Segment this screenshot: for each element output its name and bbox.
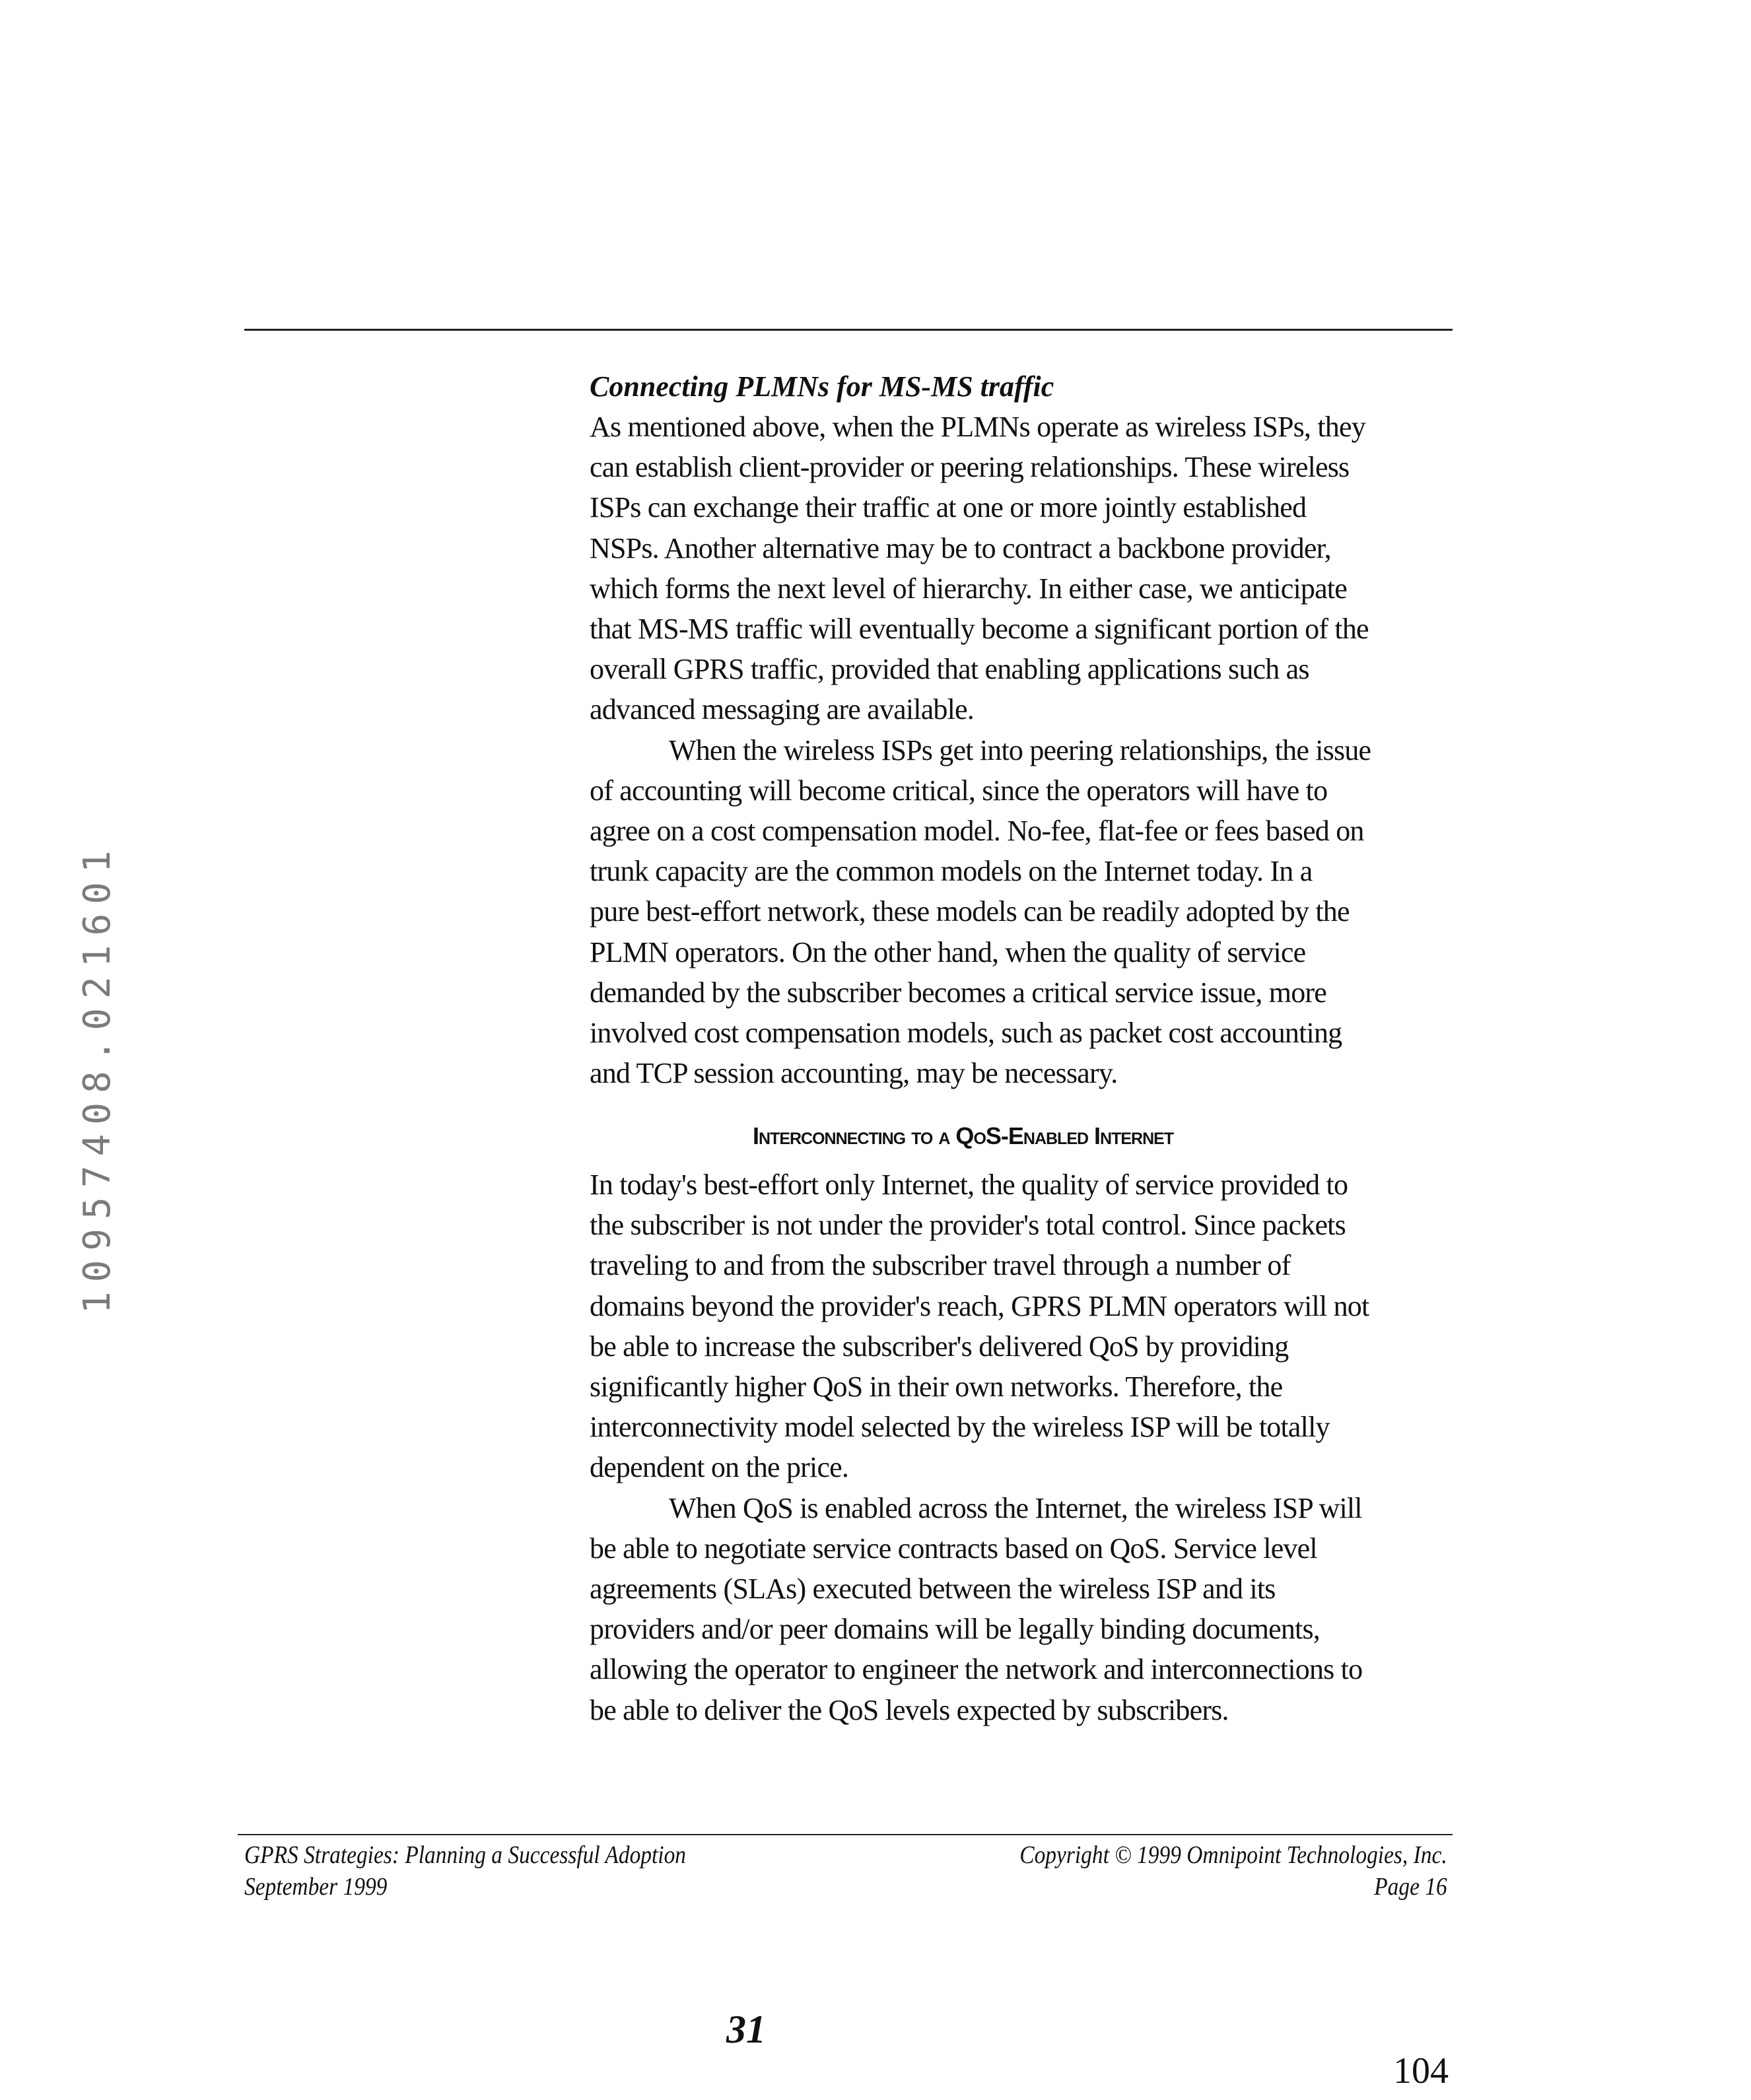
main-content-2 xyxy=(590,1165,1468,1730)
text-line: agree on a cost compensation model. No-fee, flat-fee or fees based on xyxy=(590,811,1468,851)
text-line: demanded by the subscriber becomes a critical service issue, more xyxy=(590,972,1468,1013)
text-line: that MS-MS traffic will eventually become a significant portion of the xyxy=(590,609,1468,649)
text-line: agreements (SLAs) executed between the wireless ISP and its xyxy=(590,1569,1468,1609)
text-line: and TCP session accounting, may be necessary. xyxy=(590,1053,1468,1093)
text-line: overall GPRS traffic, provided that enabling applications such as xyxy=(590,649,1468,689)
subsection-heading: Connecting PLMNs for MS-MS traffic xyxy=(590,367,1468,407)
text-line: NSPs. Another alternative may be to contract a backbone provider, xyxy=(590,528,1468,568)
text-line: advanced messaging are available. xyxy=(590,689,1468,729)
footer-rule xyxy=(238,1834,1453,1835)
text-line: ISPs can exchange their traffic at one or more jointly established xyxy=(590,487,1468,527)
text-line: PLMN operators. On the other hand, when the quality of service xyxy=(590,932,1468,972)
paragraph xyxy=(590,1488,1468,1730)
text-line: domains beyond the provider's reach, GPRS PLMN operators will not xyxy=(590,1286,1468,1326)
footer-date: September 1999 xyxy=(244,1871,686,1903)
text-line: traveling to and from the subscriber travel through a number of xyxy=(590,1245,1468,1285)
text-line: can establish client-provider or peering relationships. These wireless xyxy=(590,447,1468,487)
header-rule xyxy=(244,329,1453,331)
text-line: pure best-effort network, these models can be readily adopted by the xyxy=(590,891,1468,931)
text-line: As mentioned above, when the PLMNs operate as wireless ISPs, they xyxy=(590,407,1468,447)
footer-copyright: Copyright © 1999 Omnipoint Technologies, Inc. xyxy=(1020,1839,1447,1871)
handwritten-page-note: 104 xyxy=(1393,2050,1449,2092)
text-line: providers and/or peer domains will be legally binding documents, xyxy=(590,1609,1468,1649)
text-line: be able to deliver the QoS levels expected by subscribers. xyxy=(590,1690,1468,1730)
text-line: which forms the next level of hierarchy. In either case, we anticipate xyxy=(590,568,1468,609)
footer-right xyxy=(1020,1839,1447,1903)
text-line: allowing the operator to engineer the network and interconnections to xyxy=(590,1649,1468,1689)
text-line: involved cost compensation models, such as packet cost accounting xyxy=(590,1013,1468,1053)
paragraph xyxy=(590,730,1468,1094)
text-line: significantly higher QoS in their own networks. Therefore, the xyxy=(590,1367,1468,1407)
text-line: trunk capacity are the common models on the Internet today. In a xyxy=(590,851,1468,891)
handwritten-mark: 31 xyxy=(726,2007,766,2052)
footer-left xyxy=(244,1839,686,1903)
bates-stamp: 10957408.021601 xyxy=(76,841,119,1314)
text-line: When QoS is enabled across the Internet, the wireless ISP will xyxy=(590,1488,1468,1528)
main-content xyxy=(590,367,1468,1093)
text-line: be able to increase the subscriber's delivered QoS by providing xyxy=(590,1326,1468,1367)
paragraph xyxy=(590,407,1468,730)
text-line: the subscriber is not under the provider's total control. Since packets xyxy=(590,1205,1468,1245)
text-line: be able to negotiate service contracts based on QoS. Service level xyxy=(590,1528,1468,1569)
text-line: dependent on the price. xyxy=(590,1447,1468,1487)
section-heading: Interconnecting to a QoS-Enabled Internet xyxy=(753,1122,1173,1150)
text-line: When the wireless ISPs get into peering relationships, the issue xyxy=(590,730,1468,770)
text-line: interconnectivity model selected by the wireless ISP will be totally xyxy=(590,1407,1468,1447)
text-line: In today's best-effort only Internet, the quality of service provided to xyxy=(590,1165,1468,1205)
footer-title: GPRS Strategies: Planning a Successful Adoption xyxy=(244,1839,686,1871)
paragraph xyxy=(590,1165,1468,1488)
text-line: of accounting will become critical, since the operators will have to xyxy=(590,770,1468,811)
footer-page-number: Page 16 xyxy=(1020,1871,1447,1903)
